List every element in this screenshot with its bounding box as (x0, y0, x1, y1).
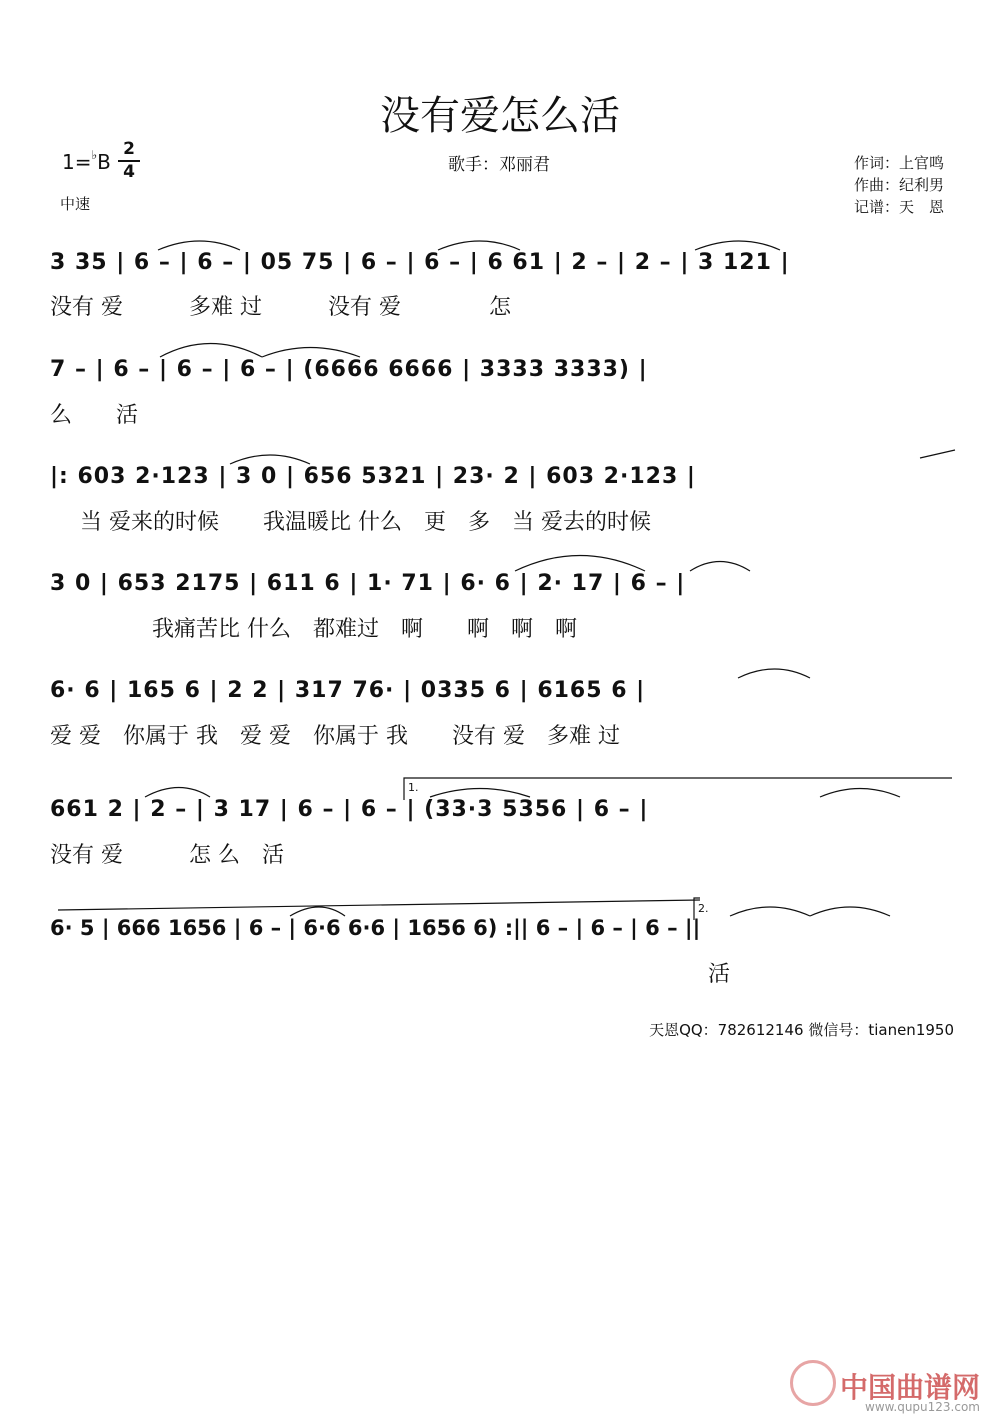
slur-line (230, 455, 310, 464)
lyrics-row-1: 没有 爱 多难 过 没有 爱 怎 (50, 295, 511, 320)
slur-line (515, 556, 645, 572)
second-ending-mark: 2. (698, 902, 709, 915)
slur-line (262, 348, 360, 358)
transcriber-credit: 记谱：天 恩 (854, 198, 945, 216)
slur-line (160, 344, 262, 358)
watermark-url: www.qupu123.com (865, 1400, 980, 1414)
slur-line (738, 669, 810, 678)
lyrics-row-5: 爱 爱 你属于 我 爱 爱 你属于 我 没有 爱 多难 过 (50, 724, 620, 749)
slur-line (290, 907, 345, 916)
notation-row-7: 6· 5 | 666 1656 | 6 – | 6·6 6·6 | 1656 6) :|| 6 – | 6 – | 6 – || (50, 916, 701, 940)
slur-line (820, 789, 900, 798)
first-ending-mark: 1. (408, 781, 419, 794)
song-title: 没有爱怎么活 (380, 93, 620, 139)
slur-line (695, 241, 780, 250)
second-ending-bracket (694, 898, 700, 920)
watermark-logo-icon (790, 1360, 836, 1406)
key-note: B (97, 150, 111, 174)
lyrics-row-4: 我痛苦比 什么 都难过 啊 啊 啊 啊 (152, 617, 577, 642)
footer-contact: 天恩QQ：782612146 微信号：tianen1950 (649, 1021, 954, 1039)
notation-row-6: 661 2 | 2 – | 3 17 | 6 – | 6 – | (33·3 5356 | 6 – | (50, 797, 649, 822)
notation-row-4: 3 0 | 653 2175 | 611 6 | 1· 71 | 6· 6 | 2· 17 | 6 – | (50, 571, 686, 596)
lyrics-row-3: 当 爱来的时候 我温暖比 什么 更 多 当 爱去的时候 (80, 510, 651, 535)
slur-line (690, 562, 750, 572)
notation-row-1: 3 35 | 6 – | 6 – | 05 75 | 6 – | 6 – | 6 61 | 2 – | 2 – | 3 121 | (50, 250, 790, 275)
lyrics-row-6: 没有 爱 怎 么 活 (50, 843, 284, 868)
lyrics-row-7: 活 (708, 962, 731, 987)
time-signature-bottom: 4 (123, 162, 135, 182)
lyricist-credit: 作词：上官鸣 (854, 154, 945, 172)
tie-continuation (920, 450, 955, 458)
notation-row-2: 7 – | 6 – | 6 – | 6 – | (6666 6666 | 3333 3333) | (50, 357, 648, 382)
slur-line (730, 907, 810, 916)
notation-row-3: |: 603 2·123 | 3 0 | 656 5321 | 23· 2 | 603 2·123 | (50, 464, 696, 489)
tie-continuation (58, 900, 700, 910)
slur-line (158, 241, 240, 250)
time-signature-top: 2 (123, 139, 135, 159)
lyrics-row-2: 么 活 (50, 403, 139, 428)
slur-line (810, 907, 890, 916)
flat-icon: ♭ (91, 148, 98, 162)
watermark-brand: 中国曲谱网 (839, 1371, 980, 1404)
tempo-marking: 中速 (60, 195, 91, 213)
slur-line (145, 788, 210, 798)
key-prefix: 1= (62, 150, 92, 174)
slur-line (438, 241, 520, 250)
singer: 歌手：邓丽君 (448, 155, 550, 175)
notation-row-5: 6· 6 | 165 6 | 2 2 | 317 76· | 0335 6 | 6165 6 | (50, 678, 646, 703)
slur-line (430, 789, 530, 798)
composer-credit: 作曲：纪利男 (854, 176, 945, 194)
